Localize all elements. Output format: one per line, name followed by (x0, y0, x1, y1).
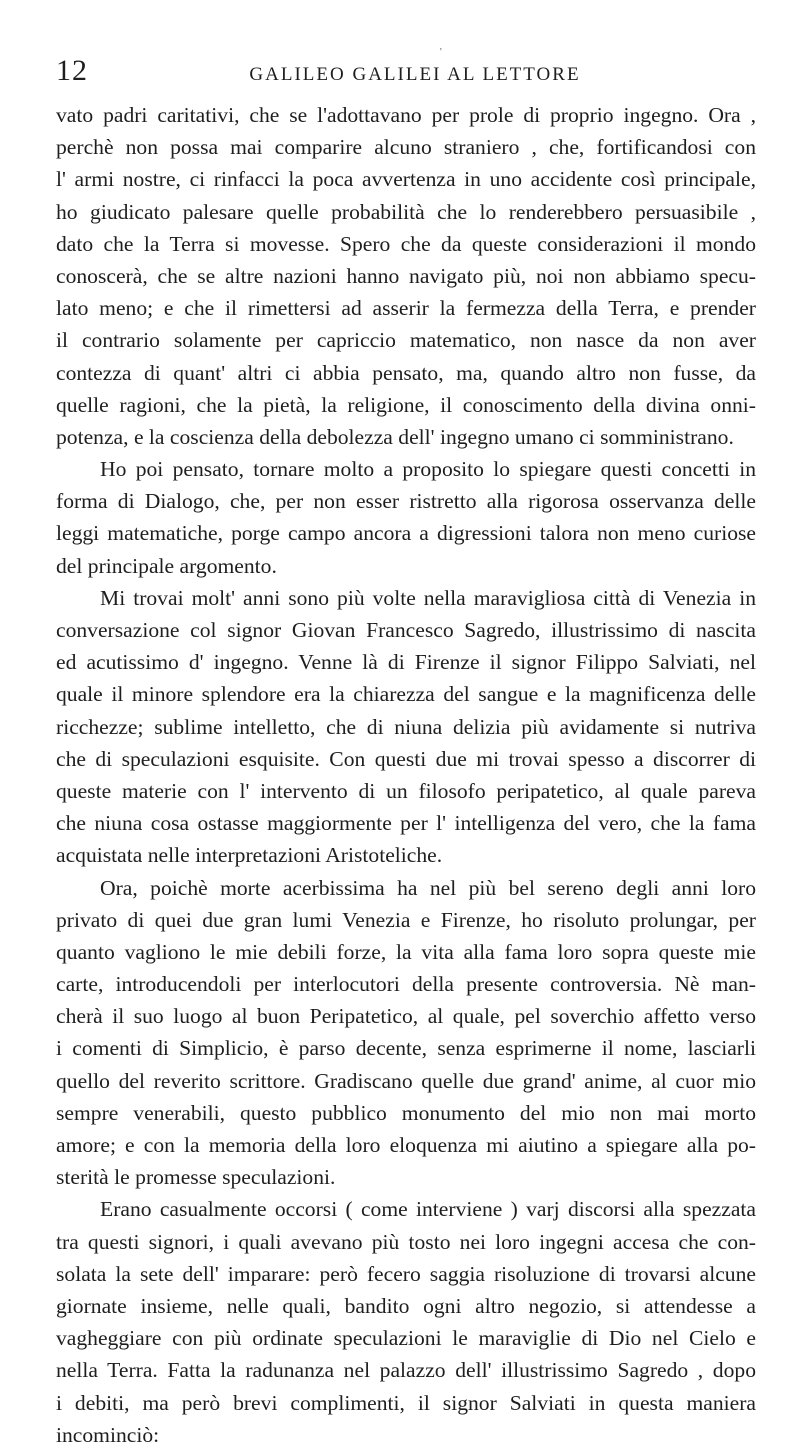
text-line: privato di quei due gran lumi Venezia e Firenze, ho risoluto prolungar, per (56, 907, 756, 932)
text-line: leggi matematiche, porge campo ancora a digressioni talora non meno curiose (56, 521, 756, 546)
paragraph-start-line: Ora, poichè morte acerbissima ha nel più bel sereno degli anni loro (100, 875, 756, 900)
text-line: quale il minore splendore era la chiarezza del sangue e la magnificenza delle (56, 682, 756, 707)
text-line: perchè non possa mai comparire alcuno straniero , che, fortificandosi con (56, 135, 756, 160)
paragraph-start-line: Erano casualmente occorsi ( come interviene ) varj discorsi alla spezzata (100, 1197, 756, 1222)
text-line: nella Terra. Fatta la radunanza nel palazzo dell' illustrissimo Sagredo , dopo (56, 1358, 756, 1383)
text-line: i comenti di Simplicio, è parso decente, senza esprimerne il nome, lasciarli (56, 1036, 756, 1061)
body-text (56, 99, 756, 1451)
text-line: queste materie con l' intervento di un filosofo peripatetico, al quale pareva (56, 778, 756, 803)
text-line: dato che la Terra si movesse. Spero che da queste considerazioni il mondo (56, 231, 756, 256)
text-line: contezza di quant' altri ci abbia pensato, ma, quando altro non fusse, da (56, 360, 756, 385)
text-line: ed acutissimo d' ingegno. Venne là di Firenze il signor Filippo Salviati, nel (56, 650, 756, 675)
text-line: conversazione col signor Giovan Francesco Sagredo, illustrissimo di nascita (56, 618, 756, 642)
text-line: i debiti, ma però brevi complimenti, il signor Salviati in questa maniera (56, 1390, 756, 1415)
page-number: 12 (56, 54, 88, 87)
text-line: quello del reverito scrittore. Gradiscano quelle due grand' anime, al cuor mio (56, 1068, 756, 1093)
text-line: cherà il suo luogo al buon Peripatetico, al quale, pel soverchio affetto verso (56, 1004, 756, 1029)
text-line: lato meno; e che il rimettersi ad asserir la fermezza della Terra, e prender (56, 296, 756, 321)
text-line: che niuna cosa ostasse maggiormente per l' intelligenza del vero, che la fama (56, 811, 756, 836)
paragraph-start-line: Ho poi pensato, tornare molto a proposito lo spiegare questi concetti in (100, 457, 756, 482)
text-line: l' armi nostre, ci rinfacci la poca avvertenza in uno accidente così principale, (56, 167, 756, 192)
text-line: vagheggiare con più ordinate speculazioni le maraviglie di Dio nel Cielo e (56, 1326, 756, 1351)
text-line: ricchezze; sublime intelletto, che di niuna delizia più avidamente si nutriva (56, 714, 756, 739)
text-line: acquistata nelle interpretazioni Aristoteliche. (56, 843, 443, 868)
text-line: il contrario solamente per capriccio matematico, non nasce da non aver (56, 328, 756, 353)
text-line: che di speculazioni esquisite. Con questi due mi trovai spesso a discorrer di (56, 746, 756, 771)
text-line: vato padri caritativi, che se l'adottavano per prole di proprio ingegno. Ora , (56, 103, 756, 127)
text-line: tra questi signori, i quali avevano più tosto nei loro ingegni accesa che con- (56, 1229, 756, 1254)
text-line: incominciò: (56, 1422, 160, 1447)
text-line: potenza, e la coscienza della debolezza dell' ingegno umano ci somministrano. (56, 424, 734, 449)
paragraph-start-line: Mi trovai molt' anni sono più volte nella maravigliosa città di Venezia in (100, 585, 756, 610)
running-title: GALILEO GALILEI AL LETTORE (249, 64, 581, 85)
printer-mark: ' (440, 47, 442, 58)
text-line: conoscerà, che se altre nazioni hanno navigato più, noi non abbiamo specu- (56, 263, 756, 288)
text-line: carte, introducendoli per interlocutori della presente controversia. Nè man- (56, 972, 756, 997)
text-line: solata la sete dell' imparare: però fecero saggia risoluzione di trovarsi alcune (56, 1261, 756, 1286)
text-line: quelle ragioni, che la pietà, la religione, il conoscimento della divina onni- (56, 392, 756, 417)
text-line: del principale argomento. (56, 553, 277, 578)
text-line: sempre venerabili, questo pubblico monumento del mio non mai morto (56, 1100, 756, 1125)
text-line: ho giudicato palesare quelle probabilità che lo renderebbero persuasibile , (56, 199, 756, 224)
text-line: forma di Dialogo, che, per non esser ristretto alla rigorosa osservanza delle (56, 489, 756, 514)
text-line: quanto vagliono le mie debili forze, la vita alla fama loro sopra queste mie (56, 939, 756, 964)
text-line: sterità le promesse speculazioni. (56, 1165, 336, 1190)
text-line: giornate insieme, nelle quali, bandito ogni altro negozio, si attendesse a (56, 1293, 756, 1318)
text-line: amore; e con la memoria della loro eloquenza mi aiutino a spiegare alla po- (56, 1133, 756, 1157)
